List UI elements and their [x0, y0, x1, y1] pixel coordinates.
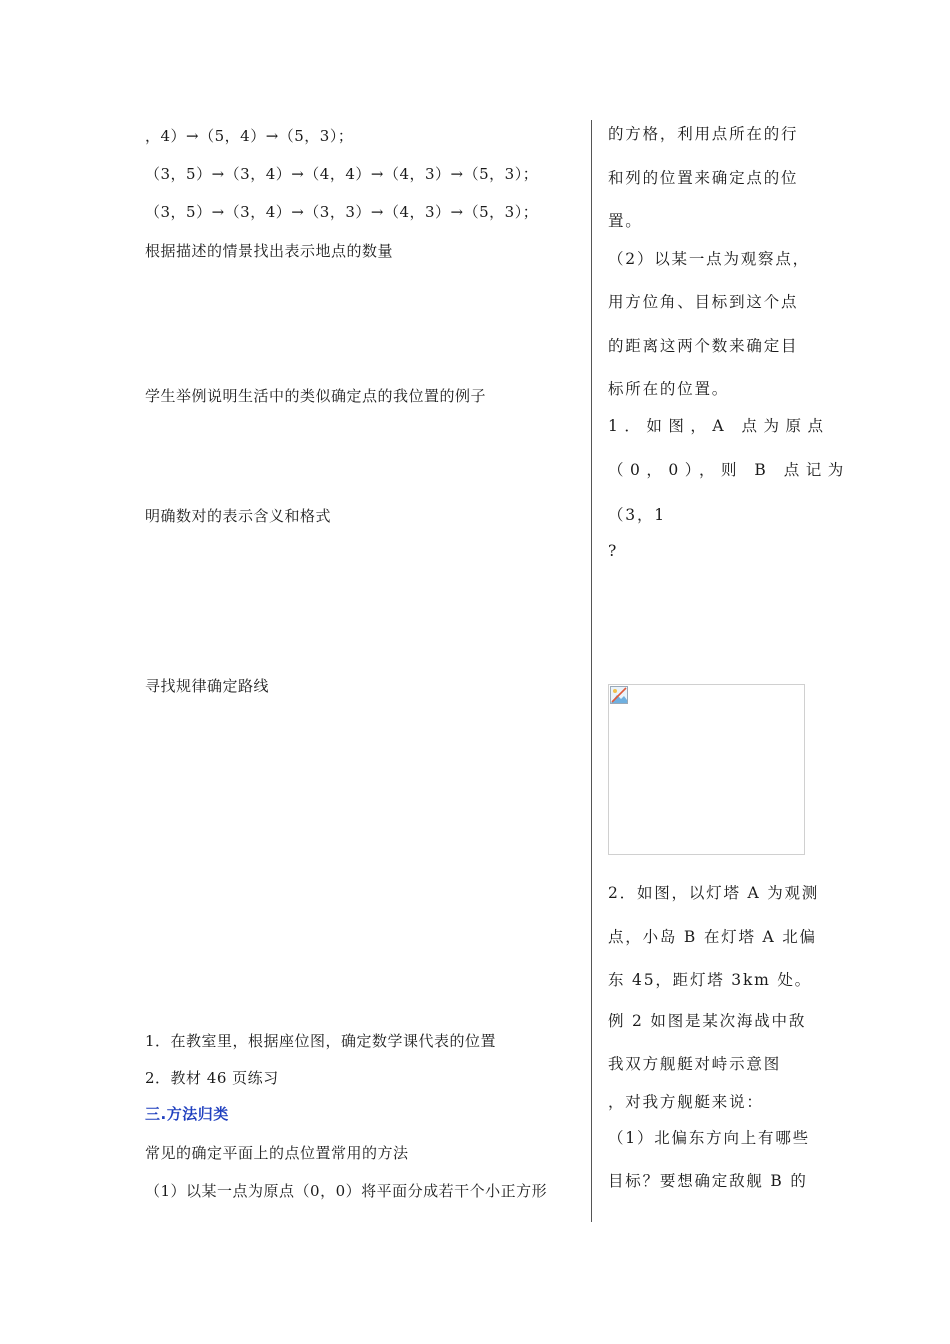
method-text: 标所在的位置。: [608, 380, 730, 398]
path-line: （3，5）→（3，4）→（4，4）→（4，3）→（5，3）；: [145, 165, 539, 183]
example-text: （0，0），则 B 点记为: [608, 461, 850, 479]
method-text: 用方位角、目标到这个点: [608, 293, 799, 311]
example-text: 点，小岛 B 在灯塔 A 北偏: [608, 928, 817, 946]
method-text: 的距离这两个数来确定目: [608, 337, 799, 355]
path-line: ，4）→（5，4）→（5，3）；: [145, 127, 354, 145]
teaching-note: 根据描述的情景找出表示地点的数量: [145, 242, 394, 260]
column-divider: [591, 120, 592, 1222]
example-text: ，对我方舰艇来说：: [608, 1093, 764, 1111]
example-text: 东 45，距灯塔 3km 处。: [608, 971, 812, 989]
method-text: 的方格，利用点所在的行: [608, 125, 799, 143]
method-item: （1）以某一点为原点（0，0）将平面分成若干个小正方形: [145, 1182, 548, 1200]
example-text: 1．如图，A 点为原点: [608, 417, 830, 435]
example-text: （1）北偏东方向上有哪些: [608, 1129, 810, 1147]
method-text: 和列的位置来确定点的位: [608, 169, 799, 187]
example-text: （3，1: [608, 506, 666, 524]
example-text: 2．如图，以灯塔 A 为观测: [608, 884, 820, 902]
exercise-item: 1．在教室里，根据座位图，确定数学课代表的位置: [145, 1032, 497, 1050]
path-line: （3，5）→（3，4）→（3，3）→（4，3）→（5，3）；: [145, 203, 539, 221]
example-text: 目标？要想确定敌舰 B 的: [608, 1172, 808, 1190]
example-text: 例 2 如图是某次海战中敌: [608, 1012, 807, 1030]
exercise-item: 2．教材 46 页练习: [145, 1069, 279, 1087]
example-text: ?: [608, 542, 619, 560]
teaching-note: 明确数对的表示含义和格式: [145, 507, 332, 525]
method-text: （2）以某一点为观察点，: [608, 250, 810, 268]
method-intro: 常见的确定平面上的点位置常用的方法: [145, 1144, 409, 1162]
section-heading: 三.方法归类: [145, 1105, 229, 1123]
example-text: 我双方舰艇对峙示意图: [608, 1055, 782, 1073]
broken-image-icon: [610, 686, 628, 704]
figure-placeholder: [608, 684, 805, 855]
teaching-note: 寻找规律确定路线: [145, 677, 270, 695]
method-text: 置。: [608, 212, 643, 230]
teaching-note: 学生举例说明生活中的类似确定点的我位置的例子: [145, 387, 487, 405]
